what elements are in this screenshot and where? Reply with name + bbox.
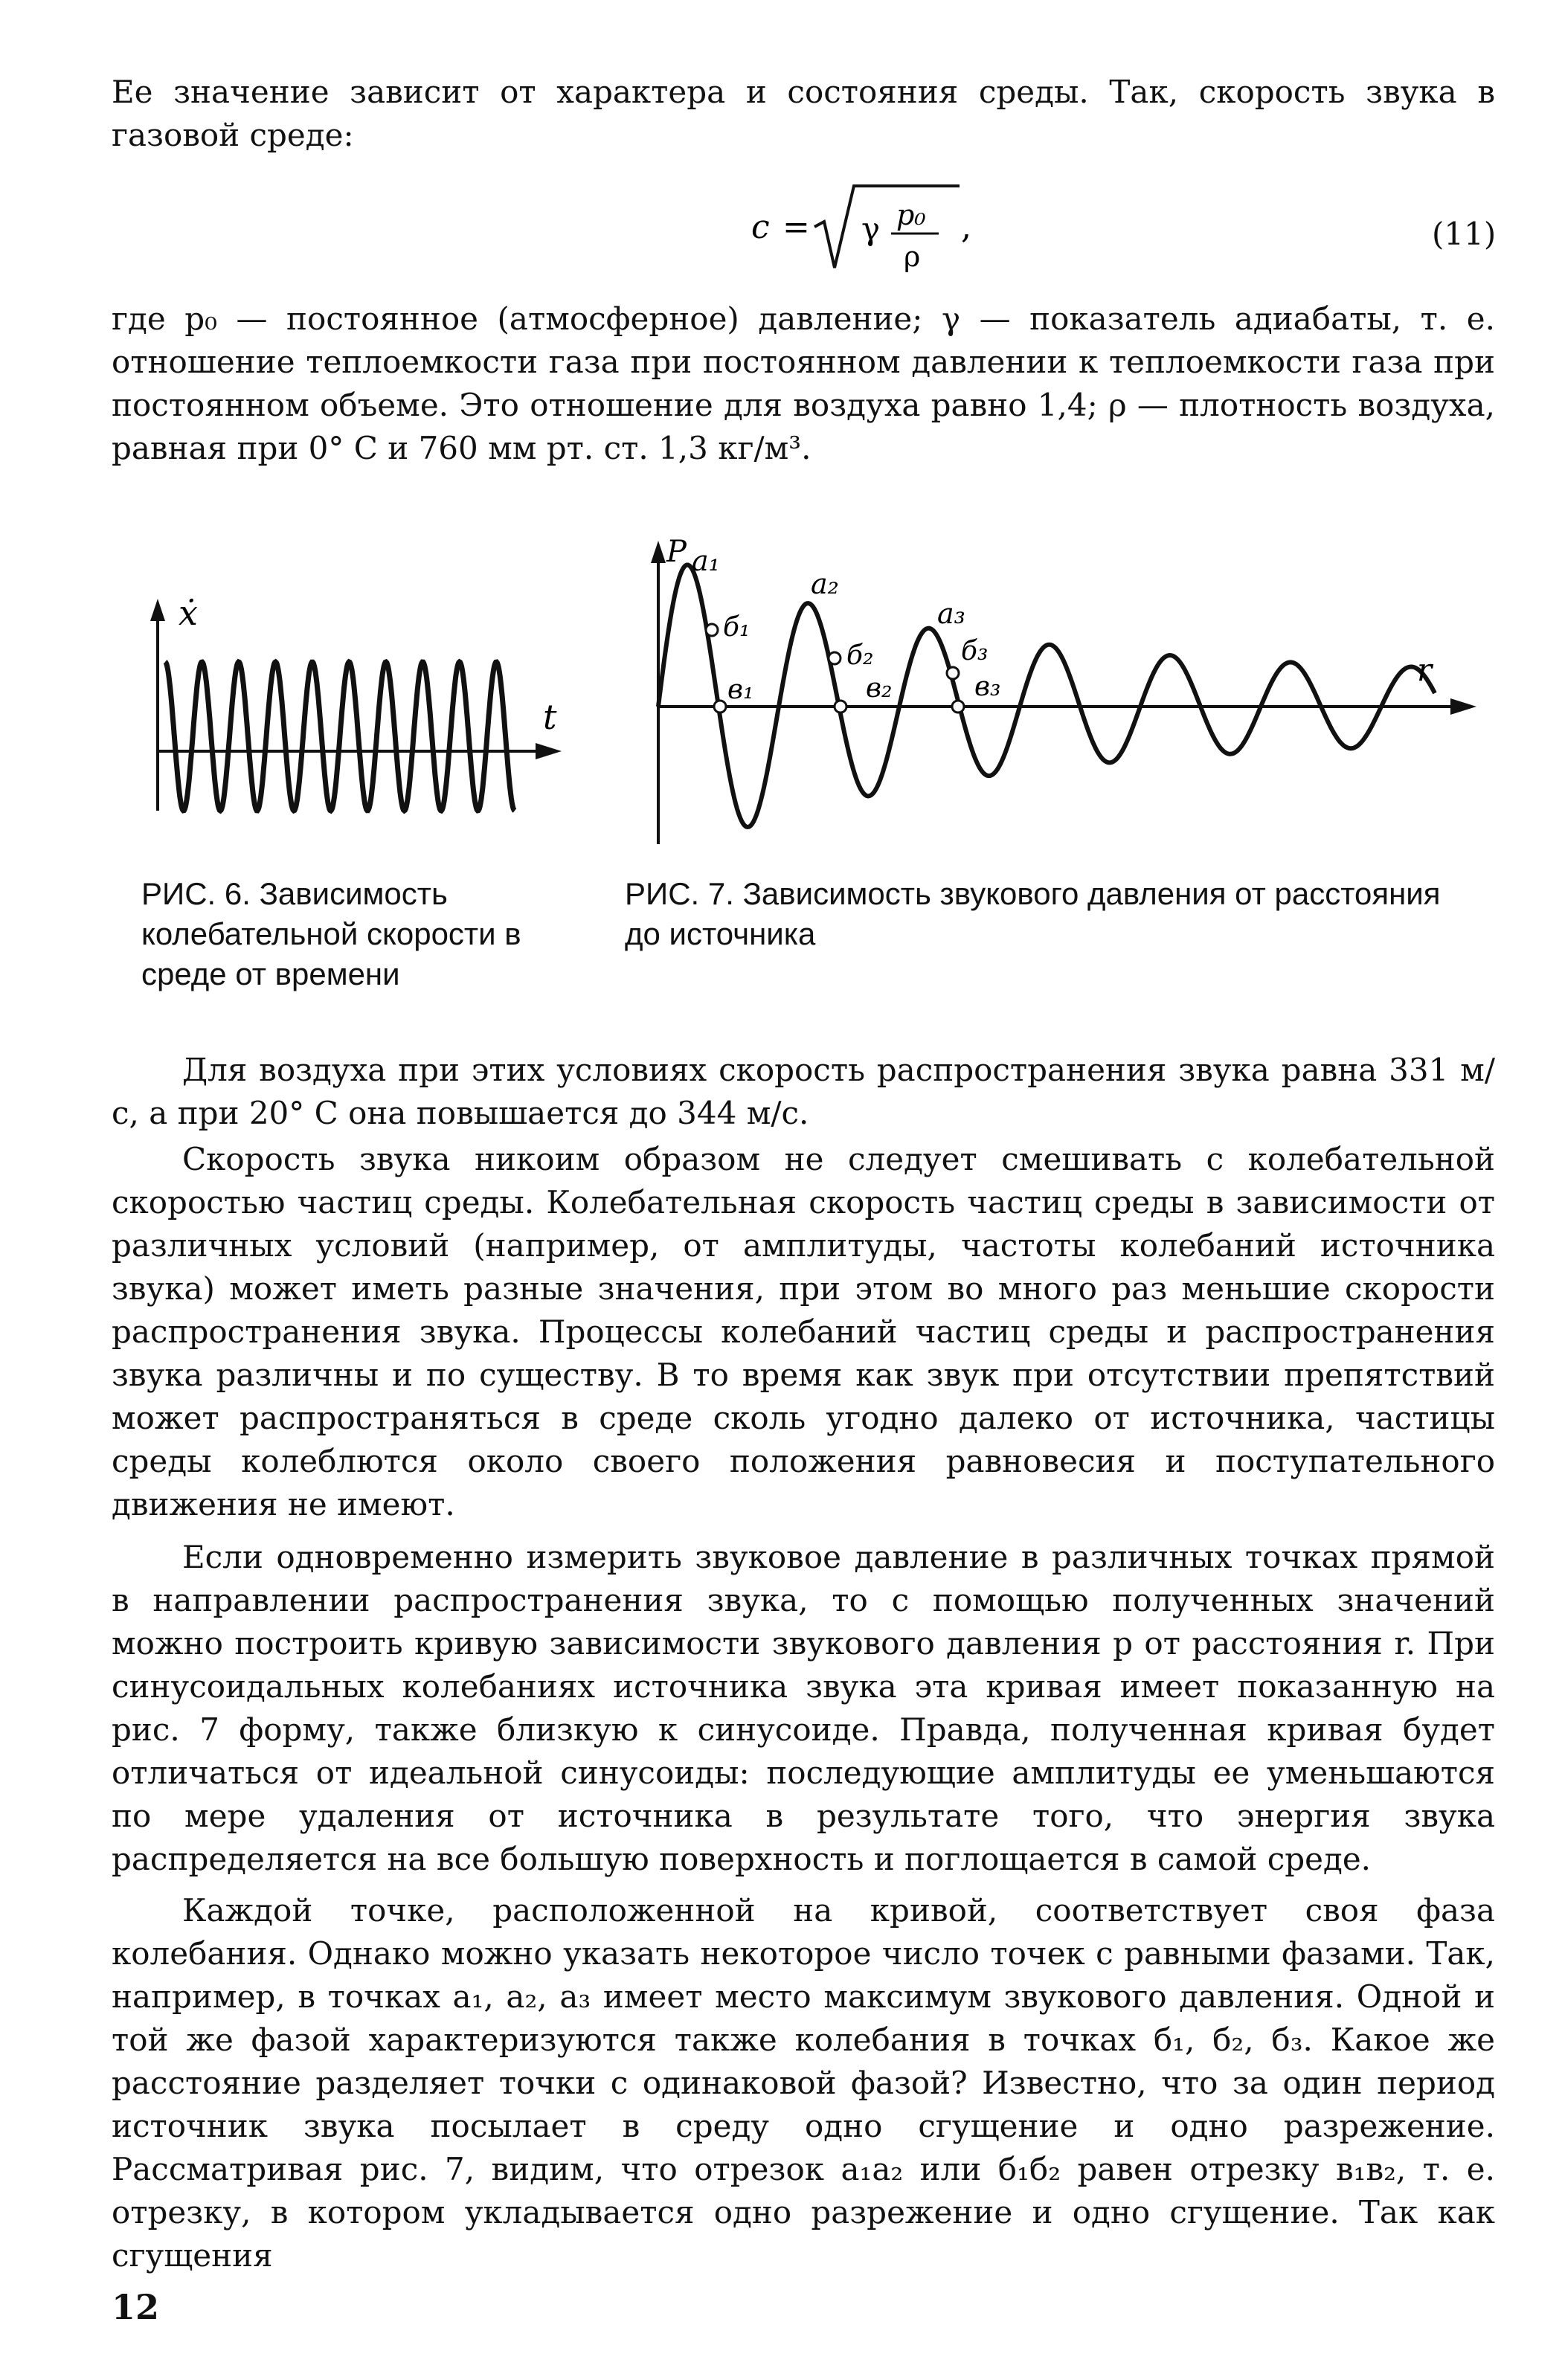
fig7-x-arrow <box>1450 698 1476 715</box>
fig6-caption: РИС. 6. Зависимость колебательной скорости в среде от времени <box>141 876 521 991</box>
fig7-y-arrow <box>651 541 666 563</box>
fig7-x-label: r <box>1417 652 1433 688</box>
fig7-label-v3: в₃ <box>974 672 1001 702</box>
fig6-y-label: ẋ <box>179 593 198 633</box>
formula-comma: , <box>961 208 971 246</box>
intro-paragraph: Ее значение зависит от характера и состояния среды. Так, скорость звука в газовой среде: <box>112 74 1495 153</box>
fig6-x-label: t <box>543 697 557 737</box>
fig7-label-v1: в₁ <box>727 675 754 705</box>
figure-7 <box>640 532 1488 852</box>
fig7-point-v2 <box>835 701 846 713</box>
paragraph-1: Для воздуха при этих условиях скорость распространения звука равна 331 м/с, а при 20° С она повышается до 344 м/с. <box>112 1052 1495 1131</box>
fig7-label-a1: a₁ <box>692 544 720 577</box>
paragraph-2: Скорость звука никоим образом не следует смешивать с колебательной скоростью частиц среды. Колебательная скорость частиц среды в зависимости от различных условий (например, от амплитуды, частоты колебаний источника звука) может иметь разные значения, при этом во много раз меньшие скорости распространения звука. Процессы колебаний частиц среды и распространения звука различны и по существу. В то время как звук при отсутствии препятствий может распространяться в среде сколь угодно далеко от источника, частицы среды колеблются около своего положения равновесия и поступательного движения не имеют. <box>112 1141 1495 1522</box>
formula-lhs: c <box>751 208 770 246</box>
sqrt-sign <box>814 186 960 268</box>
paragraph-3: Если одновременно измерить звуковое давление в различных точках прямой в направлении распространения звука, то с помощью полученных значений можно построить кривую зависимости звукового давления p от расстояния r. При синусоидальных колебаниях источника звука эта кривая имеет показанную на рис. 7 форму, также близкую к синусоиде. Правда, полученная кривая будет отличаться от идеальной синусоиды: последующие амплитуды ее уменьшаются по мере удаления от источника в результате того, что энергия звука распределяется на все большую поверхность и поглощается в самой среде. <box>112 1539 1495 1877</box>
page-number: 12 <box>112 2287 160 2327</box>
fig7-label-a3: a₃ <box>937 597 965 630</box>
figure-6 <box>141 580 580 826</box>
fig7-caption: РИС. 7. Зависимость звукового давления от расстояния до источника <box>625 876 1441 951</box>
formula-equals: = <box>782 208 810 246</box>
fig7-label-b2: б₂ <box>846 640 874 671</box>
fig7-label-a2: a₂ <box>811 567 839 600</box>
fig6-x-arrow <box>536 743 562 759</box>
formula-number: (11) <box>1432 216 1497 252</box>
fig6-velocity-curve <box>165 662 515 811</box>
fig7-point-b3 <box>947 667 959 679</box>
formula-gamma: γ <box>861 210 881 247</box>
fig7-y-label: P <box>666 535 687 569</box>
where-paragraph: где p₀ — постоянное (атмосферное) давление; γ — показатель адиабаты, т. е. отношение теплоемкости газа при постоянном давлении к теплоемкости газа при постоянном объеме. Это отношение для воздуха равно 1,4; ρ — плотность воздуха, равная при 0° С и 760 мм рт. ст. 1,3 кг/м³. <box>112 300 1495 466</box>
fig6-y-arrow <box>150 599 165 621</box>
paragraph-4: Каждой точке, расположенной на кривой, соответствует своя фаза колебания. Однако можно указать некоторое число точек с равными фазами. Так, например, в точках a₁, a₂, a₃ имеет место максимум звукового давления. Одной и той же фазой характеризуются также колебания в точках б₁, б₂, б₃. Какое же расстояние разделяет точки с одинаковой фазой? Известно, что за один период источник звука посылает в среду одно сгущение и одно разрежение. Рассматривая рис. 7, видим, что отрезок a₁a₂ или б₁б₂ равен отрезку в₁в₂, т. е. отрезку, в котором укладывается одно разрежение и одно сгущение. Так как сгущения <box>112 1892 1495 2274</box>
fig7-label-b3: б₃ <box>961 636 989 666</box>
formula-denominator: ρ <box>904 240 921 273</box>
formula-11 <box>0 156 1562 275</box>
fig7-label-b1: б₁ <box>723 612 751 643</box>
fig7-point-v3 <box>952 701 964 713</box>
formula-numerator: p₀ <box>896 199 926 231</box>
fig7-point-v1 <box>714 701 726 713</box>
fig7-point-b2 <box>829 652 841 664</box>
fig7-label-v2: в₂ <box>866 673 893 704</box>
fig7-point-b1 <box>706 624 718 636</box>
fig7-pressure-curve <box>658 565 1435 828</box>
